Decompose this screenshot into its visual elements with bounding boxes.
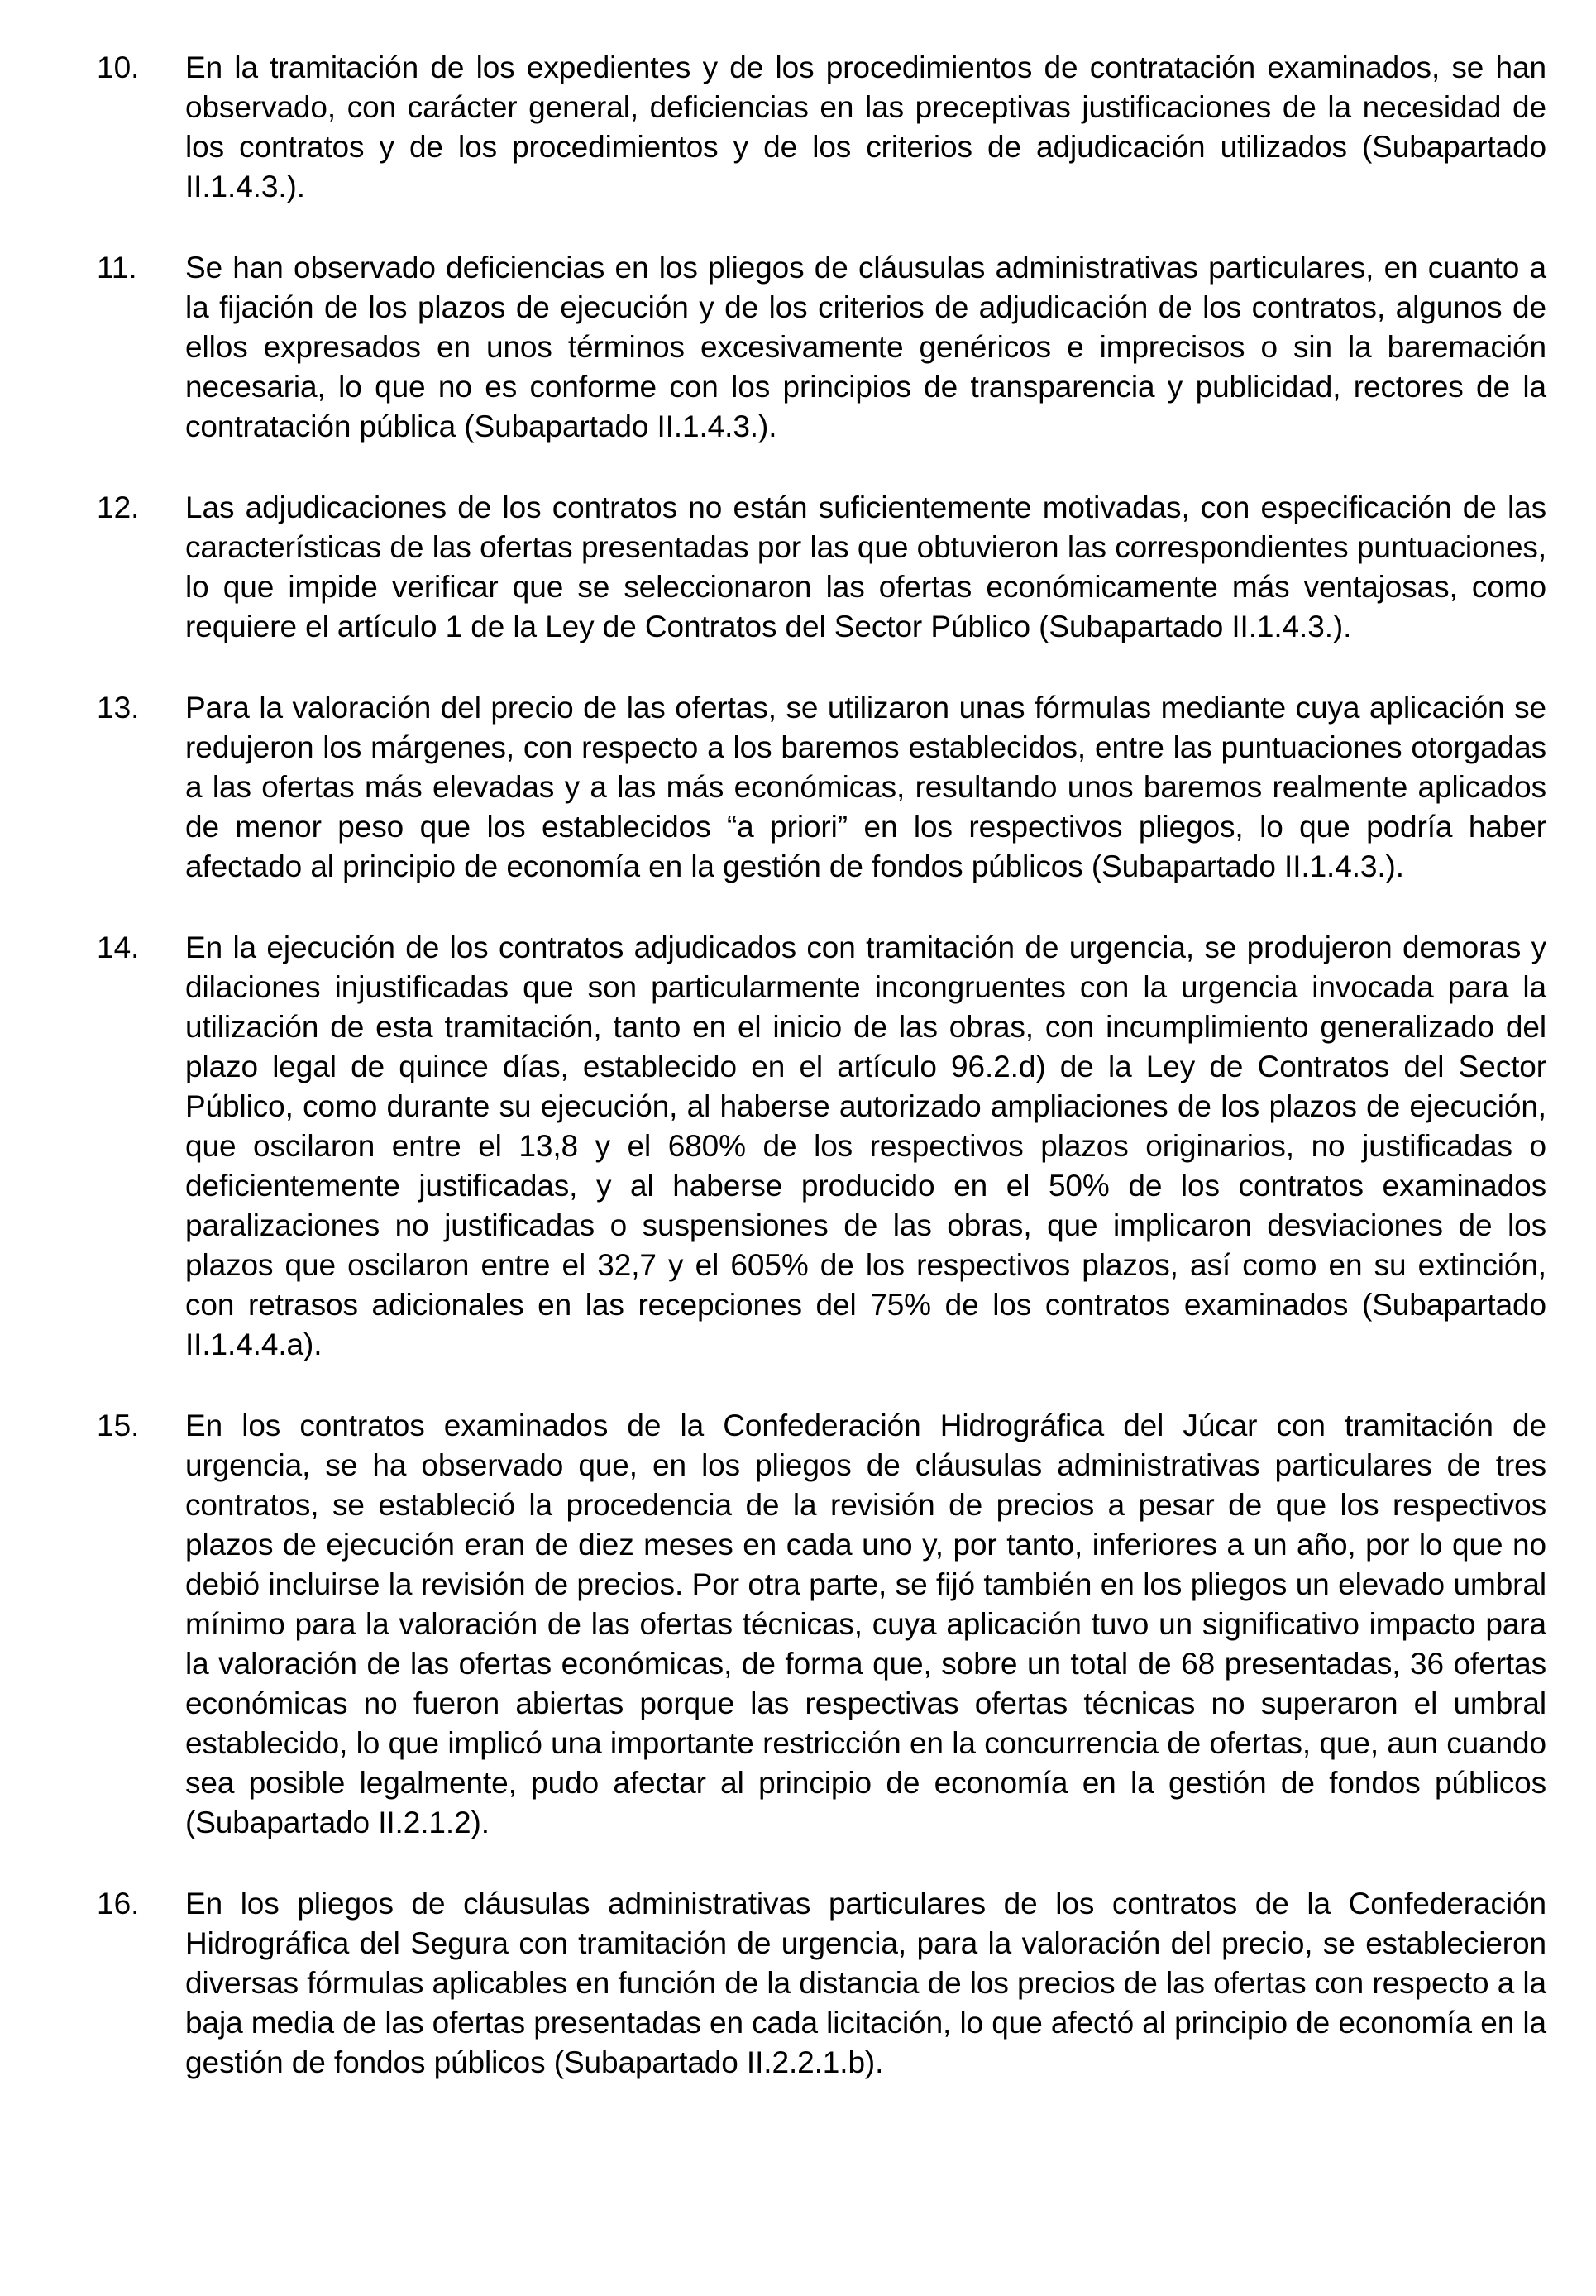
- conclusion-item-10: [97, 48, 1546, 207]
- conclusion-item-16: [97, 1884, 1546, 2083]
- item-number: 13.: [97, 691, 140, 725]
- item-number: 10.: [97, 50, 140, 84]
- item-number: 12.: [97, 490, 140, 524]
- conclusion-item-15: [97, 1406, 1546, 1843]
- item-text: Se han observado deficiencias en los pliegos de cláusulas administrativas particulares, en cuanto a la fijación de los plazos de ejecución y de los criterios de adjudicación de los contratos, algunos de ellos expresados en unos términos excesivamente genéricos e imprecisos o sin la baremación necesaria, lo que no es conforme con los principios de transparencia y publicidad, rectores de la contratación pública (Subapartado II.1.4.3.).: [185, 251, 1546, 443]
- item-text: En los pliegos de cláusulas administrativas particulares de los contratos de la Confederación Hidrográfica del Segura con tramitación de urgencia, para la valoración del precio, se establecieron diversas fórmulas aplicables en función de la distancia de los precios de las ofertas con respecto a la baja media de las ofertas presentadas en cada licitación, lo que afectó al principio de economía en la gestión de fondos públicos (Subapartado II.2.2.1.b).: [185, 1887, 1546, 2079]
- item-text: En los contratos examinados de la Confederación Hidrográfica del Júcar con tramitación de urgencia, se ha observado que, en los pliegos de cláusulas administrativas particulares de tres contratos, se estableció la procedencia de la revisión de precios a pesar de que los respectivos plazos de ejecución eran de diez meses en cada uno y, por tanto, inferiores a un año, por lo que no debió incluirse la revisión de precios. Por otra parte, se fijó también en los pliegos un elevado umbral mínimo para la valoración de las ofertas técnicas, cuya aplicación tuvo un significativo impacto para la valoración de las ofertas económicas, de forma que, sobre un total de 68 presentadas, 36 ofertas económicas no fueron abiertas porque las respectivas ofertas técnicas no superaron el umbral establecido, lo que implicó una importante restricción en la concurrencia de ofertas, que, aun cuando sea posible legalmente, pudo afectar al principio de economía en la gestión de fondos públicos (Subapartado II.2.1.2).: [185, 1409, 1546, 1839]
- item-number: 15.: [97, 1409, 140, 1442]
- item-number: 11.: [97, 251, 137, 285]
- conclusion-item-14: [97, 928, 1546, 1365]
- item-text: Para la valoración del precio de las ofertas, se utilizaron unas fórmulas mediante cuya aplicación se redujeron los márgenes, con respecto a los baremos establecidos, entre las puntuaciones otorgadas a las ofertas más elevadas y a las más económicas, resultando unos baremos realmente aplicados de menor peso que los establecidos “a priori” en los respectivos pliegos, lo que podría haber afectado al principio de economía en la gestión de fondos públicos (Subapartado II.1.4.3.).: [185, 691, 1546, 883]
- conclusion-item-13: [97, 688, 1546, 887]
- item-text: En la tramitación de los expedientes y de los procedimientos de contratación examinados, se han observado, con carácter general, deficiencias en las preceptivas justificaciones de la necesidad de los contratos y de los procedimientos y de los criterios de adjudicación utilizados (Subapartado II.1.4.3.).: [185, 50, 1546, 203]
- item-text: Las adjudicaciones de los contratos no están suficientemente motivadas, con especificación de las características de las ofertas presentadas por las que obtuvieron las correspondientes puntuaciones, lo que impide verificar que se seleccionaron las ofertas económicamente más ventajosas, como requiere el artículo 1 de la Ley de Contratos del Sector Público (Subapartado II.1.4.3.).: [185, 490, 1546, 643]
- item-text: En la ejecución de los contratos adjudicados con tramitación de urgencia, se produjeron demoras y dilaciones injustificadas que son particularmente incongruentes con la urgencia invocada para la utilización de esta tramitación, tanto en el inicio de las obras, con incumplimiento generalizado del plazo legal de quince días, establecido en el artículo 96.2.d) de la Ley de Contratos del Sector Público, como durante su ejecución, al haberse autorizado ampliaciones de los plazos de ejecución, que oscilaron entre el 13,8 y el 680% de los respectivos plazos originarios, no justificadas o deficientemente justificadas, y al haberse producido en el 50% de los contratos examinados paralizaciones no justificadas o suspensiones de las obras, que implicaron desviaciones de los plazos que oscilaron entre el 32,7 y el 605% de los respectivos plazos, así como en su extinción, con retrasos adicionales en las recepciones del 75% de los contratos examinados (Subapartado II.1.4.4.a).: [185, 930, 1546, 1361]
- conclusion-item-11: [97, 248, 1546, 447]
- conclusion-item-12: [97, 488, 1546, 647]
- item-number: 14.: [97, 930, 140, 964]
- item-number: 16.: [97, 1887, 140, 1921]
